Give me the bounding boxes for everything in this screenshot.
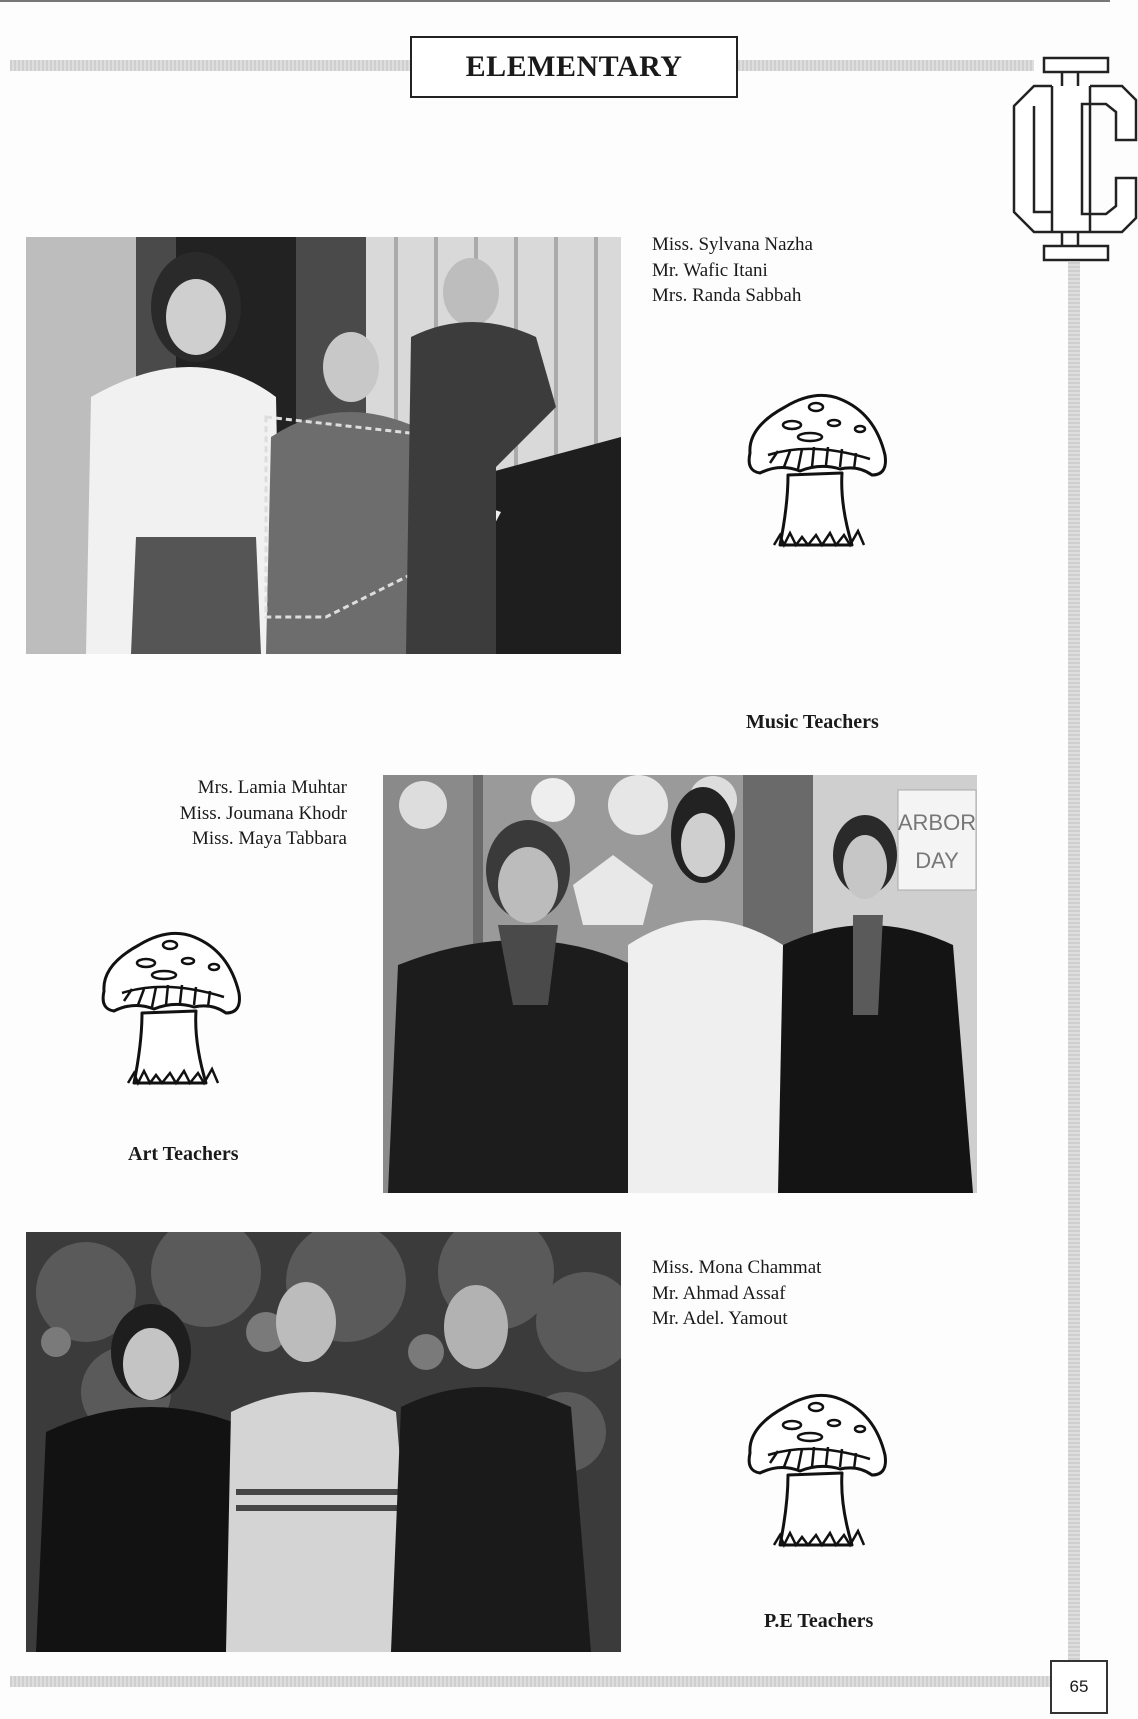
pe-teachers-photo <box>26 1232 621 1652</box>
pe-teachers-caption: P.E Teachers <box>764 1610 874 1632</box>
ic-monogram-icon <box>1012 56 1138 262</box>
teacher-name: Miss. Sylvana Nazha <box>652 234 813 255</box>
art-teachers-caption: Art Teachers <box>128 1143 239 1165</box>
art-teachers-names <box>180 775 347 852</box>
music-teachers-caption: Music Teachers <box>746 711 879 733</box>
header-band-right <box>734 60 1034 71</box>
art-teachers-photo <box>383 775 977 1193</box>
right-vertical-band <box>1068 262 1080 1660</box>
music-teachers-names <box>652 232 813 309</box>
pe-teachers-names <box>652 1255 821 1332</box>
teacher-name: Mrs. Randa Sabbah <box>652 285 802 306</box>
teacher-name: Miss. Maya Tabbara <box>191 828 347 849</box>
footer-band <box>10 1676 1050 1687</box>
page-title: ELEMENTARY <box>410 36 738 98</box>
teacher-name: Mr. Ahmad Assaf <box>652 1282 786 1304</box>
teacher-name: Mr. Wafic Itani <box>652 259 768 281</box>
teacher-name: Miss. Mona Chammat <box>652 1257 822 1278</box>
header-band-left <box>10 60 410 71</box>
arbor-day-sign-line: DAY <box>915 848 959 873</box>
teacher-name: Mr. Adel. Yamout <box>652 1308 788 1329</box>
teacher-name: Miss. Joumana Khodr <box>179 802 347 824</box>
page-number: 65 <box>1050 1660 1108 1714</box>
mushroom-icon <box>94 923 244 1093</box>
mushroom-icon <box>740 385 890 555</box>
music-teachers-photo <box>26 237 621 654</box>
mushroom-icon <box>740 1385 890 1555</box>
arbor-day-sign-line: ARBOR <box>897 810 977 835</box>
teacher-name: Mrs. Lamia Muhtar <box>197 777 347 798</box>
top-rule <box>0 0 1110 2</box>
